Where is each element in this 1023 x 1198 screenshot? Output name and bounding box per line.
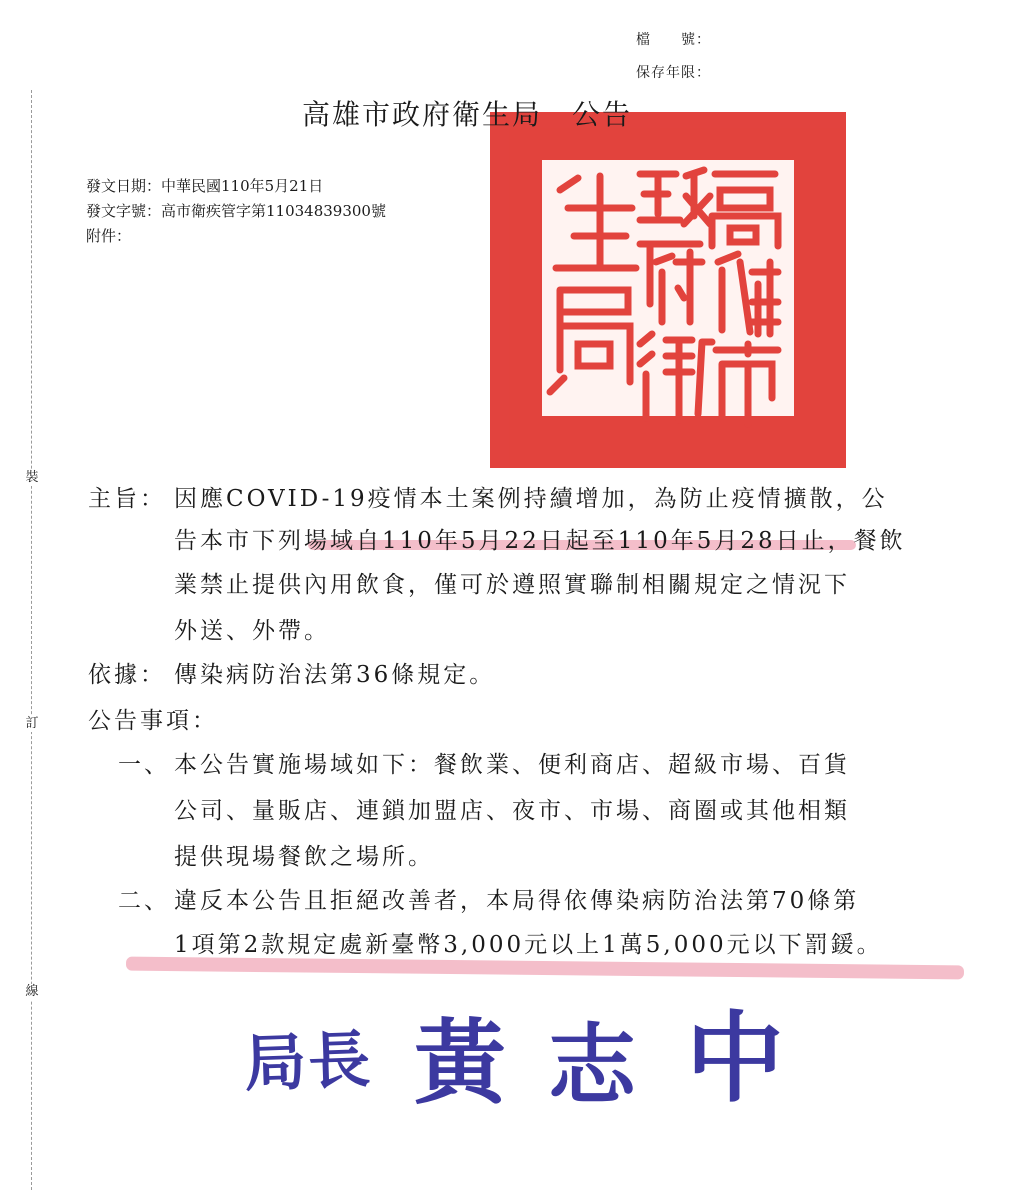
subject-line-2: 告本市下列場域自110年5月22日起至110年5月28日止，餐飲 bbox=[174, 528, 906, 554]
binding-mark-xian: 線 bbox=[25, 984, 39, 999]
item-2-line-1: 違反本公告且拒絕改善者，本局得依傳染病防治法第70條第 bbox=[174, 888, 860, 914]
seal-characters bbox=[490, 112, 846, 468]
basis-text: 傳染病防治法第36條規定。 bbox=[174, 662, 496, 688]
official-seal bbox=[490, 112, 846, 468]
subject-line-1: 因應COVID-19疫情本土案例持續增加，為防止疫情擴散，公 bbox=[174, 486, 888, 512]
signature-name-char-2: 志 bbox=[548, 1014, 637, 1117]
page-title: 高雄市政府衛生局 公告 bbox=[302, 98, 633, 131]
item-2-marker: 二、 bbox=[118, 888, 170, 914]
issue-date: 發文日期：中華民國110年5月21日 bbox=[86, 177, 324, 195]
binding-mark-ding: 訂 bbox=[25, 716, 39, 731]
item-1-line-3: 提供現場餐飲之場所。 bbox=[174, 844, 434, 870]
binding-line bbox=[31, 90, 32, 1190]
item-1-line-1: 本公告實施場域如下：餐飲業、便利商店、超級市場、百貨 bbox=[174, 752, 850, 778]
signature-name-char-3: 中 bbox=[686, 1002, 785, 1116]
subject-line-4: 外送、外帶。 bbox=[174, 618, 330, 644]
binding-mark-zhuang: 裝 bbox=[25, 470, 39, 485]
highlight-penalty bbox=[126, 957, 964, 980]
file-number-label: 檔 號： bbox=[636, 32, 711, 48]
subject-line-3: 業禁止提供內用飲食，僅可於遵照實聯制相關規定之情況下 bbox=[174, 572, 850, 598]
subject-label: 主旨： bbox=[88, 486, 166, 512]
retention-period-label: 保存年限： bbox=[636, 65, 711, 81]
document-number: 發文字號：高市衛疾管字第11034839300號 bbox=[86, 202, 386, 220]
signature-name-char-1: 黃 bbox=[414, 1010, 507, 1117]
basis-label: 依據： bbox=[88, 662, 166, 688]
item-1-line-2: 公司、量販店、連鎖加盟店、夜市、市場、商圈或其他相類 bbox=[174, 798, 850, 824]
items-heading: 公告事項： bbox=[88, 708, 218, 734]
signature-title: 局長 bbox=[242, 1022, 374, 1101]
item-1-marker: 一、 bbox=[118, 752, 170, 778]
item-2-line-2: 1項第2款規定處新臺幣3,000元以上1萬5,000元以下罰鍰。 bbox=[174, 932, 883, 958]
attachment-label: 附件： bbox=[86, 227, 132, 245]
